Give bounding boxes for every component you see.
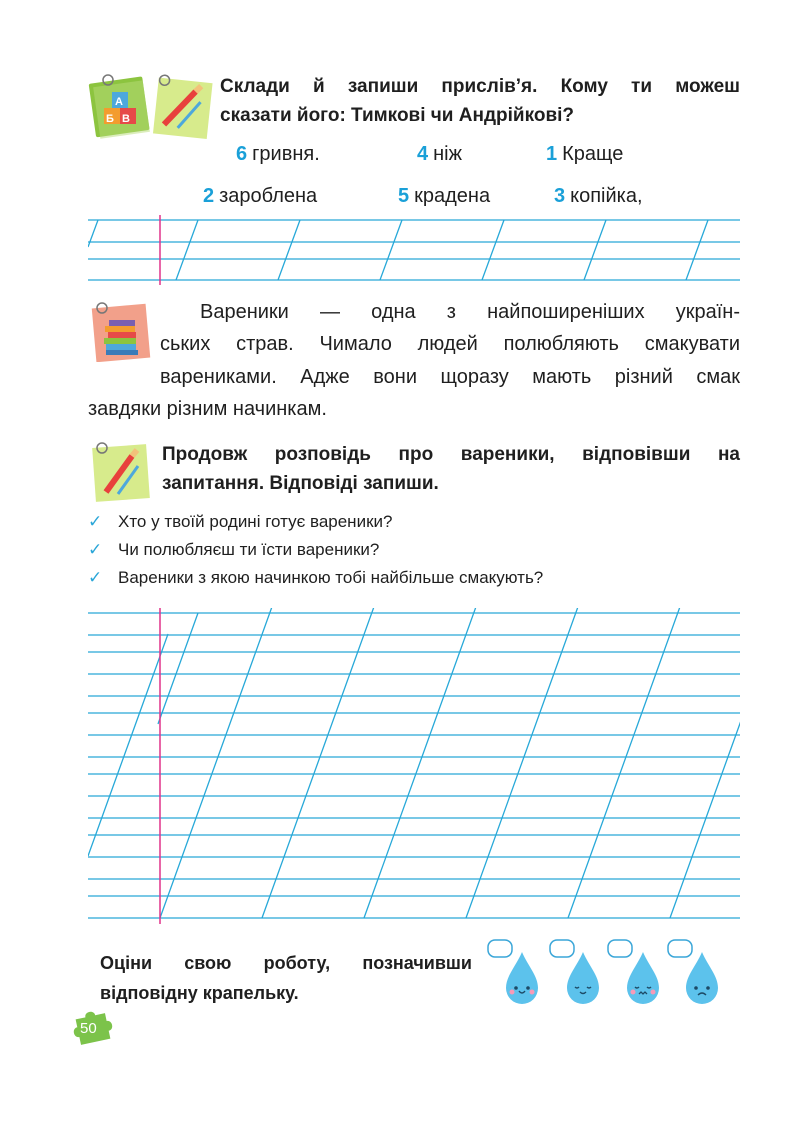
drop-checkbox [608,940,632,957]
word-card [417,143,462,166]
task2-title [162,440,740,498]
books-icon [88,300,154,362]
word-text: гривня. [252,143,320,165]
word-text: копійка, [570,185,643,207]
list-item [88,540,379,560]
task1-title [220,72,740,130]
word-card [546,143,623,166]
word-card [203,185,317,208]
word-text: крадена [414,185,491,207]
check-icon: ✓ [88,568,103,587]
question-text: Хто у твоїй родині готує вареники? [118,512,393,531]
block-letter-3: А [115,96,123,108]
question-text: Вареники з якою начинкою тобі найбільше смакують? [118,568,544,587]
page-number-badge [68,1008,118,1048]
word-text: зароблена [219,185,318,207]
question-text: Чи полюбляєш ти їсти вареники? [118,540,380,559]
task2-title-line1: Продовж розповідь про вареники, відповівши на [162,444,740,465]
check-icon: ✓ [88,540,103,559]
word-text: ніж [433,143,462,165]
word-number: 5 [398,185,410,207]
pencil-note-icon [153,75,213,139]
page-number: 50 [80,1020,97,1037]
info-line2: ських страв. Чимало людей полюбляють смакувати [160,333,740,355]
info-line1: Вареники — одна з найпоширеніших україн- [200,301,740,323]
task2-title-line2: запитання. Відповіді запиши. [162,473,439,494]
word-number: 3 [554,185,566,207]
footer-line2: відповідну крапельку. [100,983,299,1003]
task1-title-line2: сказати його: Тимкові чи Андрійкові? [220,105,575,126]
list-item [88,512,392,532]
word-card [236,143,320,166]
word-text: Краще [562,143,624,165]
word-card [554,185,643,208]
info-line3: варениками. Адже вони щоразу мають різний смак [160,366,740,388]
writing-area-1[interactable] [88,215,740,285]
drop-checkbox [488,940,512,957]
drop-rating-sad[interactable] [668,940,718,1004]
drop-rating-happy[interactable] [488,940,538,1004]
task1-icons [86,70,216,140]
word-number: 1 [546,143,558,165]
self-assessment-text [100,948,472,1008]
pencil-note-icon [88,440,154,502]
list-item [88,568,543,588]
drop-checkbox [550,940,574,957]
water-drop-icon [567,952,599,1004]
alphabet-blocks-icon [86,70,216,140]
rating-drops [482,938,744,1012]
block-letter-1: Б [106,113,114,125]
drop-rating-calm[interactable] [550,940,599,1004]
water-drop-icon [506,952,538,1004]
block-letter-2: В [122,113,130,125]
word-number: 2 [203,185,215,207]
writing-area-2[interactable] [88,608,740,924]
drop-rating-unsure[interactable] [608,940,659,1004]
check-icon: ✓ [88,512,103,531]
footer-line1: Оціни свою роботу, позначивши [100,953,472,973]
water-drop-icon [686,952,718,1004]
word-number: 6 [236,143,248,165]
drop-checkbox [668,940,692,957]
word-number: 4 [417,143,429,165]
water-drop-icon [627,952,659,1004]
task1-title-line1: Склади й запиши прислів’я. Кому ти можеш [220,76,740,97]
word-card [398,185,490,208]
info-line4: завдяки різним начинкам. [88,398,327,420]
